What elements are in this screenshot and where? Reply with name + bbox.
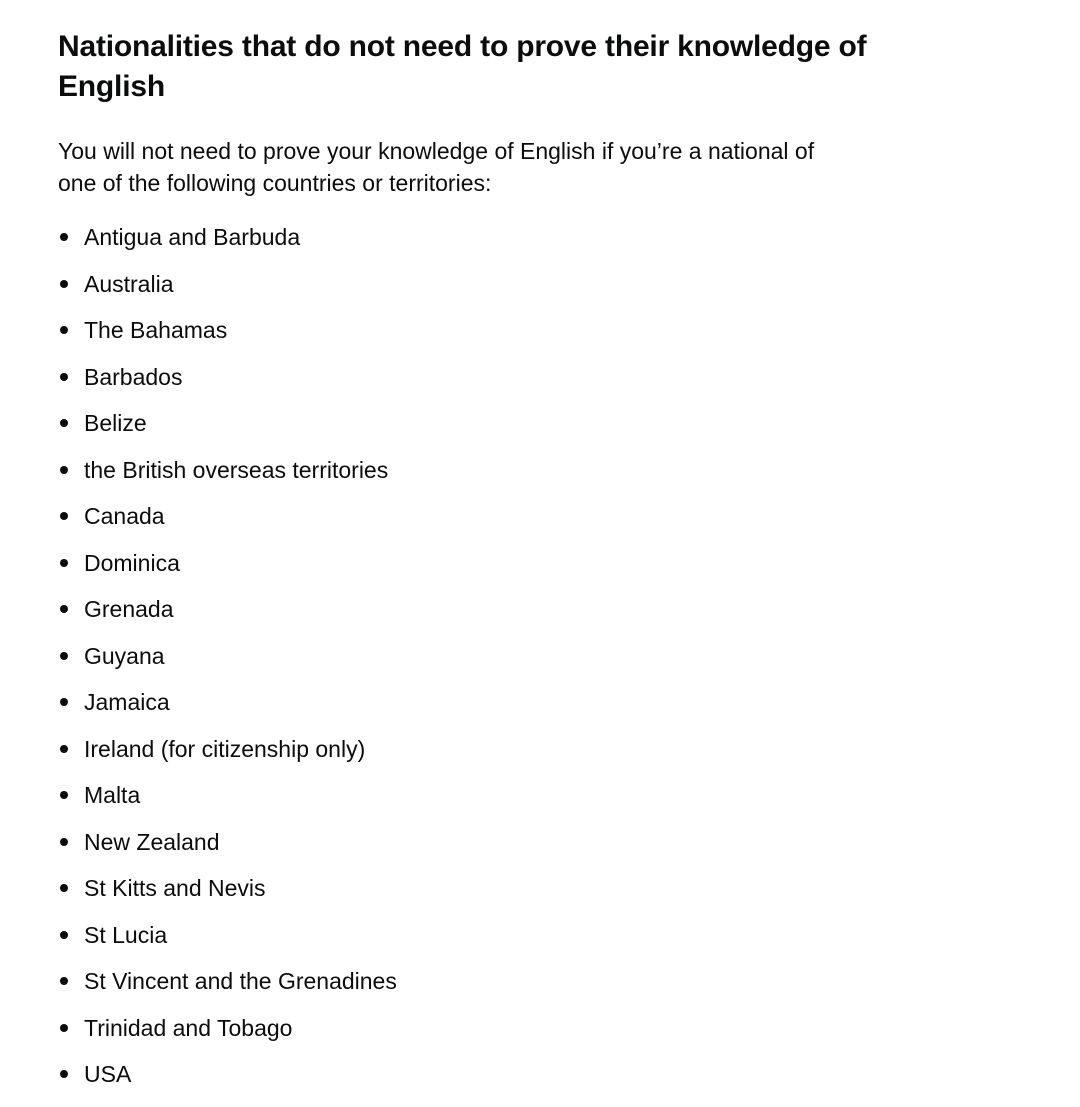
main-content — [58, 27, 918, 1105]
bullet-icon — [60, 652, 68, 660]
bullet-icon — [60, 326, 68, 334]
list-item — [58, 872, 918, 919]
country-list — [58, 221, 918, 1105]
bullet-icon — [60, 559, 68, 567]
country-name: Ireland (for citizenship only) — [84, 735, 366, 762]
page-title: Nationalities that do not need to prove their knowledge of English — [58, 30, 867, 103]
list-item — [58, 268, 918, 315]
bullet-icon — [60, 745, 68, 753]
bullet-icon — [60, 419, 68, 427]
bullet-icon — [60, 233, 68, 241]
list-item — [58, 221, 918, 268]
list-item — [58, 500, 918, 547]
country-name: Trinidad and Tobago — [84, 1014, 293, 1041]
bullet-icon — [60, 605, 68, 613]
country-name: Malta — [84, 782, 141, 808]
intro-paragraph: You will not need to prove your knowledge of English if you’re a national of one of the following countries or territories: — [58, 138, 815, 196]
bullet-icon — [60, 1070, 68, 1078]
country-name: Barbados — [84, 363, 183, 390]
list-item — [58, 1058, 918, 1105]
list-item — [58, 826, 918, 873]
list-item — [58, 1012, 918, 1059]
country-name: St Vincent and the Grenadines — [84, 968, 397, 994]
list-item — [58, 314, 918, 361]
country-name: The Bahamas — [84, 317, 228, 343]
country-name: Grenada — [84, 596, 174, 622]
bullet-icon — [60, 512, 68, 520]
bullet-icon — [60, 838, 68, 846]
country-name: Canada — [84, 503, 165, 529]
bullet-icon — [60, 466, 68, 474]
bullet-icon — [60, 884, 68, 892]
bullet-icon — [60, 373, 68, 381]
bullet-icon — [60, 280, 68, 288]
list-item — [58, 407, 918, 454]
country-name: New Zealand — [84, 828, 220, 855]
country-name: Guyana — [84, 642, 165, 669]
list-item — [58, 361, 918, 408]
list-item — [58, 733, 918, 780]
list-item — [58, 640, 918, 687]
country-name: Dominica — [84, 549, 180, 576]
list-item — [58, 454, 918, 501]
country-name: St Lucia — [84, 921, 168, 948]
country-name: Antigua and Barbuda — [84, 224, 301, 250]
country-name: Australia — [84, 270, 174, 297]
list-item — [58, 779, 918, 826]
bullet-icon — [60, 791, 68, 799]
list-item — [58, 965, 918, 1012]
country-name: Belize — [84, 410, 147, 436]
list-item — [58, 593, 918, 640]
list-item — [58, 547, 918, 594]
list-item — [58, 686, 918, 733]
country-name: the British overseas territories — [84, 456, 389, 483]
list-item — [58, 919, 918, 966]
country-name: USA — [84, 1061, 132, 1087]
bullet-icon — [60, 977, 68, 985]
country-name: Jamaica — [84, 689, 170, 715]
bullet-icon — [60, 1024, 68, 1032]
bullet-icon — [60, 931, 68, 939]
bullet-icon — [60, 698, 68, 706]
country-name: St Kitts and Nevis — [84, 875, 266, 901]
